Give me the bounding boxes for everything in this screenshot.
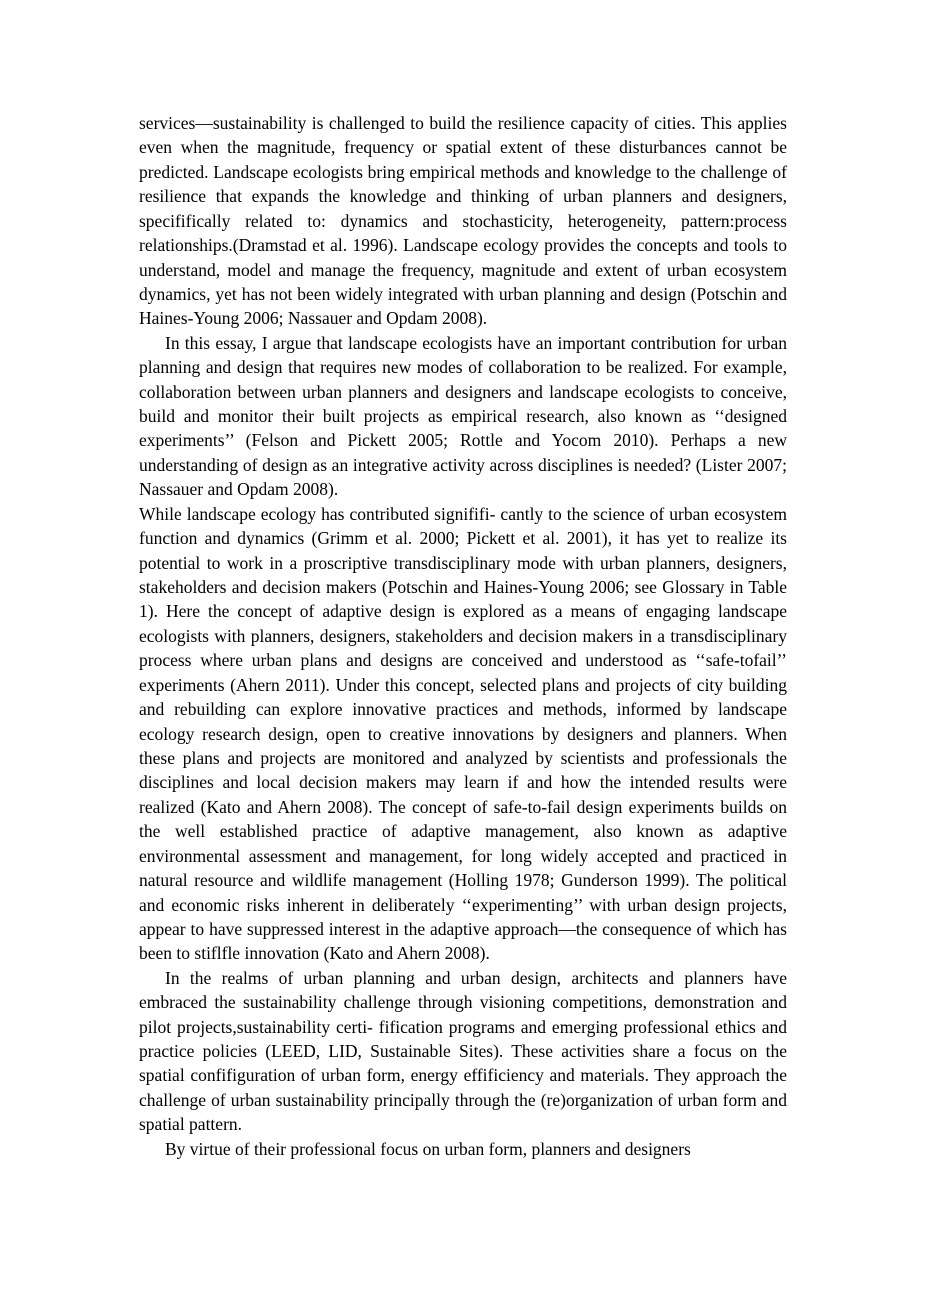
paragraph: In this essay, I argue that landscape ecologists have an important contribution for urban planning and design that requires new modes of collaboration to be realized. For example, collaboration between urban planners and designers and landscape ecologists to conceive, build and monitor their built projects as empirical research, also known as ‘‘designed experiments’’ (Felson and Pickett 2005; Rottle and Yocom 2010). Perhaps a new understanding of design as an integrative activity across disciplines is needed? (Lister 2007; Nassauer and Opdam 2008). — [139, 332, 787, 500]
paragraph: services—sustainability is challenged to build the resilience capacity of cities. This applies even when the magnitude, frequency or spatial extent of these disturbances cannot be predicted. Landscape ecologists bring empirical methods and knowledge to the challenge of resilience that expands the knowledge and thinking of urban planners and designers, specififically related to: dynamics and stochasticity, heterogeneity, pattern:process relationships.(Dramstad et al. 1996). Landscape ecology provides the concepts and tools to understand, model and manage the frequency, magnitude and extent of urban ecosystem dynamics, yet has not been widely integrated with urban planning and design (Potschin and Haines-Young 2006; Nassauer and Opdam 2008). — [139, 113, 787, 329]
page-text — [139, 111, 787, 1161]
paragraph: In the realms of urban planning and urban design, architects and planners have embraced the sustainability challenge through visioning competitions, demonstration and pilot projects,sustainability certi- fification programs and emerging professional ethics and practice policies (LEED, LID, Sustainable Sites). These activities share a focus on the spatial confifiguration of urban form, energy effificiency and materials. They approach the challenge of urban sustainability principally through the (re)organization of urban form and spatial pattern. — [139, 967, 787, 1135]
paragraph: While landscape ecology has contributed signififi- cantly to the science of urban ecosystem function and dynamics (Grimm et al. 2000; Pickett et al. 2001), it has yet to realize its potential to work in a proscriptive transdisciplinary mode with urban planners, designers, stakeholders and decision makers (Potschin and Haines-Young 2006; see Glossary in Table 1). Here the concept of adaptive design is explored as a means of engaging landscape ecologists with planners, designers, stakeholders and decision makers in a transdisciplinary process where urban plans and designs are conceived and understood as ‘‘safe-tofail’’ experiments (Ahern 2011). Under this concept, selected plans and projects of city building and rebuilding can explore innovative practices and methods, informed by landscape ecology research design, open to creative innovations by designers and planners. When these plans and projects are monitored and analyzed by scientists and professionals the disciplines and local decision makers may learn if and how the intended results were realized (Kato and Ahern 2008). The concept of safe-to-fail design experiments builds on the well established practice of adaptive management, also known as adaptive environmental assessment and management, for long widely accepted and practiced in natural resource and wildlife management (Holling 1978; Gunderson 1999). The political and economic risks inherent in deliberately ‘‘experimenting’’ with urban design projects, appear to have suppressed interest in the adaptive approach—the consequence of which has been to stiflfle innovation (Kato and Ahern 2008). — [139, 503, 787, 964]
paragraph: By virtue of their professional focus on urban form, planners and designers — [165, 1138, 691, 1159]
